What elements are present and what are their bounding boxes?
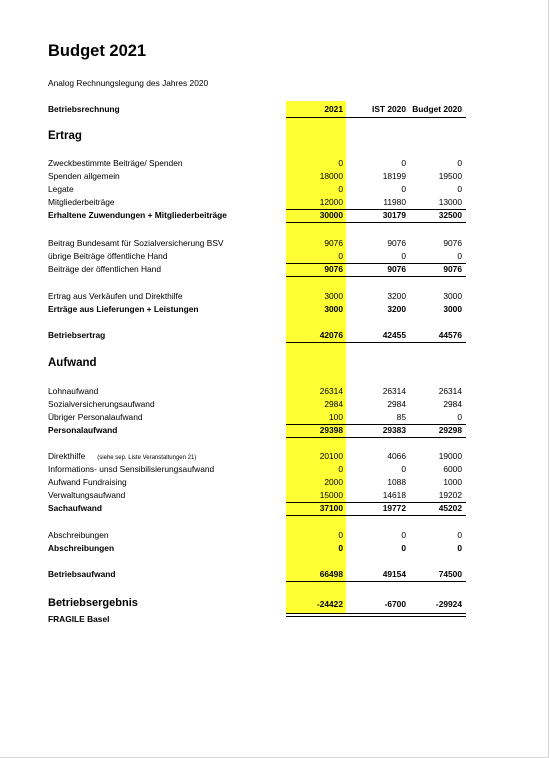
row-label: Betriebsaufwand	[48, 569, 116, 579]
cell-budget-2020: 0	[457, 530, 462, 540]
cell-budget-2020: 6000	[443, 464, 462, 474]
cell-2021: 37100	[319, 503, 343, 513]
table-row	[48, 490, 468, 502]
table-row	[48, 399, 468, 411]
row-label: Verwaltungsaufwand	[48, 490, 126, 500]
page-title: Budget 2021	[48, 42, 147, 60]
header-2021: 2021	[324, 104, 343, 114]
cell-ist-2020: 0	[401, 543, 406, 553]
subtotal-row	[48, 210, 468, 222]
row-label: Spenden allgemein	[48, 171, 120, 181]
cell-ist-2020: 0	[401, 158, 406, 168]
subtotal-row	[48, 543, 468, 555]
total-row	[48, 330, 468, 342]
table-row	[48, 171, 468, 183]
cell-2021: 15000	[319, 490, 343, 500]
table-row	[48, 412, 468, 424]
table-header	[48, 104, 468, 116]
cell-ist-2020: 2984	[387, 399, 406, 409]
section-aufwand: Aufwand	[48, 357, 97, 369]
row-label: Sozialversicherungsaufwand	[48, 399, 155, 409]
cell-budget-2020: 0	[457, 543, 462, 553]
cell-budget-2020: 45202	[438, 503, 462, 513]
cell-budget-2020: 19202	[438, 490, 462, 500]
cell-budget-2020: 26314	[438, 386, 462, 396]
cell-2021: 12000	[319, 197, 343, 207]
row-label: Abschreibungen	[48, 543, 115, 553]
cell-ist-2020: 29383	[382, 425, 406, 435]
cell-ist-2020: 30179	[382, 210, 406, 220]
cell-budget-2020: 3000	[443, 291, 462, 301]
row-label: Abschreibungen	[48, 530, 109, 540]
rule	[286, 222, 466, 223]
row-label: übrige Beiträge öffentliche Hand	[48, 251, 168, 261]
cell-2021: 42076	[319, 330, 343, 340]
result-row	[48, 597, 468, 611]
cell-ist-2020: 11980	[383, 197, 406, 207]
row-label: Erträge aus Lieferungen + Leistungen	[48, 304, 199, 314]
cell-budget-2020: 19500	[438, 171, 462, 181]
row-label: Ertrag aus Verkäufen und Direkthilfe	[48, 291, 183, 301]
cell-2021: 18000	[319, 171, 343, 181]
subtotal-row	[48, 264, 468, 276]
cell-budget-2020: 0	[457, 251, 462, 261]
rule	[286, 581, 466, 582]
row-label: Beiträge der öffentlichen Hand	[48, 264, 161, 274]
row-label: Sachaufwand	[48, 503, 102, 513]
table-row	[48, 251, 468, 263]
section-ertrag: Ertrag	[48, 130, 82, 142]
cell-ist-2020: 49154	[382, 569, 406, 579]
cell-ist-2020: 3200	[387, 304, 406, 314]
cell-2021: 100	[329, 412, 343, 422]
row-label: Personalaufwand	[48, 425, 118, 435]
row-label: Betriebsertrag	[48, 330, 106, 340]
table-row	[48, 477, 468, 489]
cell-2021: 0	[338, 158, 343, 168]
cell-budget-2020: 0	[457, 158, 462, 168]
row-label: Aufwand Fundraising	[48, 477, 127, 487]
cell-2021: 3000	[324, 304, 343, 314]
cell-ist-2020: 0	[401, 464, 406, 474]
cell-2021: 0	[338, 530, 343, 540]
footer-row	[48, 614, 468, 626]
cell-budget-2020: 0	[457, 184, 462, 194]
table-row	[48, 184, 468, 196]
cell-2021: 66498	[319, 569, 343, 579]
cell-ist-2020: 4066	[387, 451, 406, 461]
cell-ist-2020: 1088	[387, 477, 406, 487]
cell-ist-2020: 9076	[387, 264, 406, 274]
cell-2021: 0	[338, 184, 343, 194]
cell-budget-2020: 9076	[443, 238, 462, 248]
subtotal-row	[48, 425, 468, 437]
row-label: Zweckbestimmte Beiträge/ Spenden	[48, 158, 183, 168]
cell-2021: 0	[338, 251, 343, 261]
cell-budget-2020: 3000	[443, 304, 462, 314]
header-ist-2020: IST 2020	[372, 104, 406, 114]
total-row	[48, 569, 468, 581]
cell-2021: 20100	[319, 451, 343, 461]
header-label: Betriebsrechnung	[48, 104, 120, 114]
subtotal-row	[48, 304, 468, 316]
page-subtitle: Analog Rechnungslegung des Jahres 2020	[48, 78, 209, 88]
cell-budget-2020: 9076	[443, 264, 462, 274]
rule	[286, 437, 466, 438]
cell-ist-2020: 0	[401, 530, 406, 540]
table-row	[48, 451, 468, 463]
row-note: (siehe sep. Liste Veranstaltungen 21)	[97, 455, 197, 461]
rule	[286, 117, 466, 118]
cell-2021: 0	[338, 543, 343, 553]
cell-budget-2020: 74500	[438, 569, 462, 579]
rule	[286, 515, 466, 516]
table-row	[48, 386, 468, 398]
cell-2021: 9076	[324, 264, 343, 274]
cell-2021: 29398	[319, 425, 343, 435]
table-row	[48, 530, 468, 542]
rule	[286, 276, 466, 277]
cell-ist-2020: 19772	[382, 503, 406, 513]
row-label: Informations- unsd Sensibilisierungsaufwand	[48, 464, 215, 474]
cell-2021: 3000	[324, 291, 343, 301]
cell-2021: 26314	[319, 386, 343, 396]
cell-budget-2020: 1000	[443, 477, 462, 487]
row-label: Betriebsergebnis	[48, 597, 138, 609]
cell-ist-2020: -6700	[384, 599, 406, 609]
cell-budget-2020: 32500	[438, 210, 462, 220]
row-label: Lohnaufwand	[48, 386, 99, 396]
cell-ist-2020: 26314	[382, 386, 406, 396]
cell-budget-2020: 29298	[438, 425, 462, 435]
row-label: Legate	[48, 184, 74, 194]
cell-budget-2020: 19000	[438, 451, 462, 461]
cell-budget-2020: 2984	[443, 399, 462, 409]
cell-budget-2020: 44576	[438, 330, 462, 340]
cell-budget-2020: 13000	[438, 197, 462, 207]
row-label: Direkthilfe (siehe sep. Liste Veranstaltungen 21)	[48, 451, 197, 461]
cell-2021: -24422	[316, 599, 343, 609]
table-row	[48, 464, 468, 476]
table-row	[48, 158, 468, 170]
cell-ist-2020: 18199	[382, 171, 406, 181]
cell-ist-2020: 14618	[382, 490, 406, 500]
cell-ist-2020: 9076	[387, 238, 406, 248]
row-label: Beitrag Bundesamt für Sozialversicherung BSV	[48, 238, 224, 248]
row-label: Erhaltene Zuwendungen + Mitgliederbeiträge	[48, 210, 227, 220]
cell-2021: 0	[338, 464, 343, 474]
table-row	[48, 238, 468, 250]
header-budget-2020: Budget 2020	[412, 104, 462, 114]
row-label: Mitgliederbeiträge	[48, 197, 115, 207]
cell-2021: 2000	[324, 477, 343, 487]
table-row	[48, 197, 468, 209]
cell-ist-2020: 0	[401, 184, 406, 194]
cell-ist-2020: 0	[401, 251, 406, 261]
rule	[286, 342, 466, 343]
organization-name: FRAGILE Basel	[48, 614, 110, 624]
cell-2021: 9076	[324, 238, 343, 248]
table-row	[48, 291, 468, 303]
cell-ist-2020: 42455	[382, 330, 406, 340]
cell-ist-2020: 85	[396, 412, 406, 422]
row-label: Übriger Personalaufwand	[48, 412, 143, 422]
cell-budget-2020: 0	[457, 412, 462, 422]
cell-2021: 2984	[324, 399, 343, 409]
subtotal-row	[48, 503, 468, 515]
cell-budget-2020: -29924	[435, 599, 462, 609]
cell-ist-2020: 3200	[387, 291, 406, 301]
cell-2021: 30000	[319, 210, 343, 220]
